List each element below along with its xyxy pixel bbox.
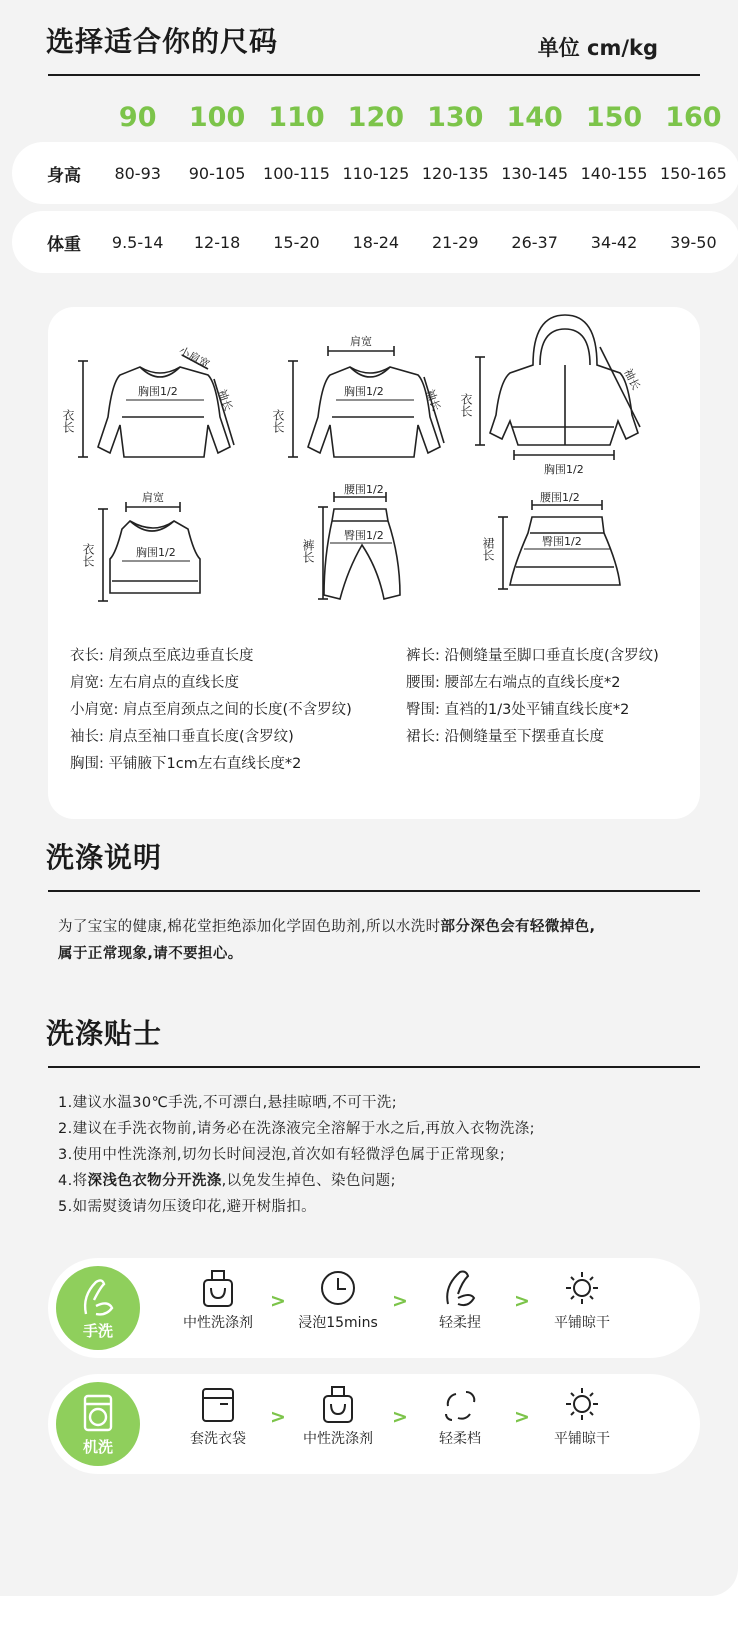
size-title: 选择适合你的尺码	[46, 25, 279, 58]
list-item: 4.将深浅色衣物分开洗涤,以免发生掉色、染色问题;	[58, 1173, 396, 1189]
definition-item: 臀围: 直裆的1/3处平铺直线长度*2	[406, 702, 630, 718]
label-yaowei: 腰围1/2	[344, 483, 384, 496]
list-item: 5.如需熨烫请勿压烫印花,避开树脂扣。	[58, 1199, 317, 1215]
label-xiongwei: 胸围1/2	[138, 385, 178, 398]
arrow-icon: >	[392, 1290, 408, 1312]
table-cell: 12-18	[193, 232, 241, 252]
size-label: 160	[665, 102, 722, 133]
arrow-icon: >	[392, 1406, 408, 1428]
size-label: 130	[427, 102, 484, 133]
step-dry-flat: 平铺晾干	[532, 1384, 632, 1448]
table-cell: 26-37	[511, 232, 558, 252]
step-dry-flat: 平铺晾干	[532, 1268, 632, 1332]
label-yichang: 衣长	[271, 409, 285, 433]
squeeze-hand-icon	[440, 1268, 480, 1308]
size-label: 90	[118, 102, 157, 133]
table-cell: 130-145	[501, 163, 569, 183]
measurement-card	[48, 307, 700, 819]
table-cell: 110-125	[342, 163, 410, 183]
table-cell: 150-165	[660, 163, 727, 183]
step-laundry-bag: 套洗衣袋	[168, 1384, 268, 1448]
wash-tips-title: 洗涤贴士	[46, 1017, 163, 1050]
table-cell: 34-42	[590, 232, 638, 252]
label-tunwei: 臀围1/2	[344, 529, 384, 542]
definitions-right	[406, 643, 659, 751]
definition-item: 小肩宽: 肩点至肩颈点之间的长度(不含罗纹)	[70, 702, 352, 718]
definition-item: 胸围: 平铺腋下1cm左右直线长度*2	[70, 756, 302, 772]
section-rule	[48, 890, 700, 892]
definition-item: 肩宽: 左右肩点的直线长度	[70, 675, 239, 691]
row-label: 体重	[47, 234, 81, 255]
label-yichang: 衣长	[81, 543, 95, 567]
list-item: 2.建议在手洗衣物前,请务必在洗涤液完全溶解于水之后,再放入衣物洗涤;	[58, 1121, 535, 1137]
step-detergent: 中性洗涤剂	[288, 1384, 388, 1448]
label-yichang: 衣长	[61, 409, 75, 433]
sweatshirt-diagram	[288, 346, 444, 457]
table-cell: 21-29	[432, 232, 479, 252]
label-kuchang: 裤长	[301, 539, 315, 563]
size-label: 100	[188, 102, 246, 133]
label-qunchang: 裙长	[481, 537, 495, 561]
pants-diagram	[318, 492, 400, 599]
definitions-left	[70, 643, 352, 778]
sun-icon	[562, 1384, 602, 1424]
gentle-cycle-icon	[440, 1384, 480, 1424]
hoodie-diagram	[475, 315, 640, 460]
hand-wash-row	[48, 1258, 700, 1358]
label-yaowei: 腰围1/2	[540, 491, 580, 504]
size-label: 140	[506, 102, 563, 133]
label-xiuchang: 袖长	[423, 387, 443, 413]
hand-icon	[78, 1276, 118, 1318]
unit-label: 单位 cm/kg	[537, 36, 658, 60]
label-xiuchang: 袖长	[215, 387, 235, 413]
step-gentle-cycle: 轻柔档	[410, 1384, 510, 1448]
height-row	[12, 142, 740, 204]
table-cell: 100-115	[263, 163, 330, 183]
arrow-icon: >	[514, 1290, 530, 1312]
hand-wash-badge: 手洗	[56, 1266, 140, 1350]
arrow-icon: >	[270, 1290, 286, 1312]
row-label: 身高	[47, 165, 81, 186]
step-soak: 浸泡15mins	[288, 1268, 388, 1332]
definition-item: 袖长: 肩点至袖口垂直长度(含罗纹)	[70, 729, 294, 745]
sweatshirt-diagram	[78, 355, 234, 457]
label-xiaojiankuan: 小肩宽	[176, 344, 212, 372]
weight-row	[12, 211, 740, 273]
table-cell: 140-155	[580, 163, 648, 183]
washing-machine-icon	[78, 1392, 118, 1434]
step-detergent: 中性洗涤剂	[168, 1268, 268, 1332]
machine-wash-row	[48, 1374, 700, 1474]
table-cell: 15-20	[273, 232, 320, 252]
list-item: 1.建议水温30℃手洗,不可漂白,悬挂晾晒,不可干洗;	[58, 1095, 398, 1111]
size-label: 120	[347, 102, 405, 133]
definition-item: 腰围: 腰部左右端点的直线长度*2	[406, 675, 621, 691]
wash-notes-text: 为了宝宝的健康,棉花堂拒绝添加化学固色助剂,所以水洗时部分深色会有轻微掉色, 属于正常现象,请不要担心。	[58, 919, 596, 962]
table-cell: 9.5-14	[111, 232, 164, 252]
laundry-bag-icon	[198, 1384, 238, 1424]
label-jiankuan: 肩宽	[142, 491, 164, 504]
table-cell: 120-135	[421, 163, 489, 183]
label-xiuchang: 袖长	[621, 366, 643, 393]
definition-item: 裤长: 沿侧缝量至脚口垂直长度(含罗纹)	[406, 648, 659, 664]
label-xiongwei: 胸围1/2	[544, 463, 584, 476]
machine-wash-badge: 机洗	[56, 1382, 140, 1466]
sun-icon	[562, 1268, 602, 1308]
size-label: 150	[585, 102, 643, 133]
clock-icon	[318, 1268, 358, 1308]
label-xiongwei: 胸围1/2	[136, 546, 176, 559]
size-header-row	[98, 102, 738, 133]
label-tunwei: 臀围1/2	[542, 535, 582, 548]
table-cell: 18-24	[352, 232, 400, 252]
wash-notes-title: 洗涤说明	[46, 841, 163, 874]
definition-item: 裙长: 沿侧缝量至下摆垂直长度	[406, 729, 604, 745]
step-gentle-squeeze: 轻柔捏	[410, 1268, 510, 1332]
label-xiongwei: 胸围1/2	[344, 385, 384, 398]
table-cell: 90-105	[188, 163, 246, 183]
arrow-icon: >	[514, 1406, 530, 1428]
detergent-bottle-icon	[200, 1268, 236, 1308]
table-cell: 80-93	[114, 163, 161, 183]
table-cell: 39-50	[670, 232, 717, 252]
label-yichang: 衣长	[459, 393, 473, 417]
detergent-bottle-icon	[320, 1384, 356, 1424]
wash-tips-list	[58, 1090, 535, 1220]
definition-item: 衣长: 肩颈点至底边垂直长度	[70, 648, 254, 664]
size-label: 110	[268, 102, 325, 133]
label-jiankuan: 肩宽	[350, 335, 372, 348]
arrow-icon: >	[270, 1406, 286, 1428]
list-item: 3.使用中性洗涤剂,切勿长时间浸泡,首次如有轻微浮色属于正常现象;	[58, 1147, 506, 1163]
title-rule	[48, 74, 700, 76]
section-rule	[48, 1066, 700, 1068]
